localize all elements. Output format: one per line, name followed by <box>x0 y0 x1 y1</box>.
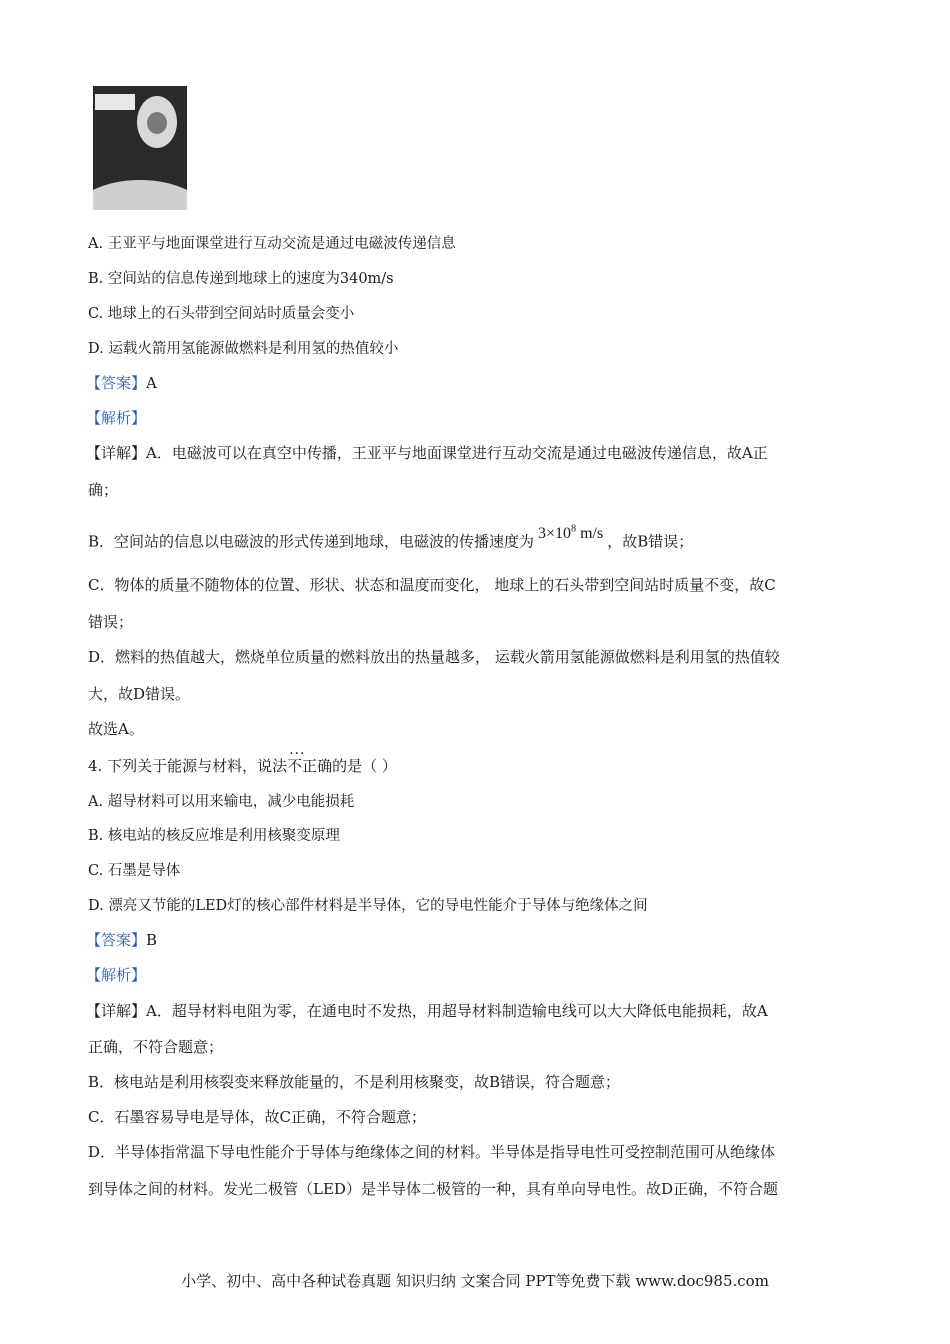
q3-option-c: C. 地球上的石头带到空间站时质量会变小 <box>88 306 355 322</box>
q3-detail-c-line2: 错误； <box>88 613 134 631</box>
q4-analysis-tag: 【解析】 <box>86 966 147 984</box>
q4-option-a: A. 超导材料可以用来输电，减少电能损耗 <box>88 794 355 810</box>
photo-earth-horizon <box>93 180 187 210</box>
q3-detail-d-line1: D．燃料的热值越大，燃烧单位质量的燃料放出的热量越多， 运载火箭用氢能源做燃料是利用氢的热值较 <box>88 648 780 666</box>
answer-value: A <box>146 374 157 392</box>
speed-formula: $3\times 10^8$ m/s <box>538 524 604 543</box>
q3-option-a: A. 王亚平与地面课堂进行互动交流是通过电磁波传递信息 <box>88 236 456 252</box>
photo-astronaut-figure <box>137 96 177 148</box>
q4-detail-a-line2: 正确，不符合题意； <box>88 1038 224 1056</box>
q4-stem: 4. 下列关于能源与材料，说法··· 不正确的是（ ） <box>88 756 397 776</box>
q3-answer <box>86 373 157 393</box>
q3-detail-d-line2: 大，故D错误。 <box>88 685 191 703</box>
q3-choice: 故选A。 <box>88 720 144 738</box>
q4-detail-a-line1: 【详解】A．超导材料电阻为零，在通电时不发热，用超导材料制造输电线可以大大降低电能损耗，故A <box>86 1002 768 1020</box>
q4-answer <box>86 930 157 950</box>
answer-tag: 【答案】 <box>86 931 147 949</box>
detail-tag: 【详解】 <box>86 1002 147 1020</box>
q3-detail-a-line1: 【详解】A．电磁波可以在真空中传播，王亚平与地面课堂进行互动交流是通过电磁波传递信息，故A正 <box>86 444 768 462</box>
photo-banner-strip <box>95 94 135 110</box>
q3-option-d: D. 运载火箭用氢能源做燃料是利用氢的热值较小 <box>88 341 399 357</box>
q4-detail-d-line2: 到导体之间的材料。发光二极管（LED）是半导体二极管的一种，具有单向导电性。故D正确，不符合题 <box>88 1180 778 1198</box>
astronaut-photo <box>93 86 187 210</box>
answer-value: B <box>146 931 158 949</box>
q3-analysis-tag: 【解析】 <box>86 409 147 427</box>
q4-detail-b: B．核电站是利用核裂变来释放能量的，不是利用核聚变，故B错误，符合题意； <box>88 1073 621 1091</box>
q3-detail-c-line1: C．物体的质量不随物体的位置、形状、状态和温度而变化， 地球上的石头带到空间站时质量不变，故C <box>88 576 776 594</box>
q3-detail-a-line2: 确； <box>88 481 119 499</box>
answer-tag: 【答案】 <box>86 374 147 392</box>
detail-tag: 【详解】 <box>86 444 147 462</box>
q4-detail-c: C．石墨容易导电是导体，故C正确，不符合题意； <box>88 1108 426 1126</box>
emphasis-dots: ··· 不正确 <box>287 756 332 776</box>
q3-detail-b: B．空间站的信息以电磁波的形式传递到地球，电磁波的传播速度为 $3\times 10^8$ m/s ，故B错误； <box>88 524 694 551</box>
q4-option-d: D. 漂亮又节能的LED灯的核心部件材料是半导体，它的导电性能介于导体与绝缘体之间 <box>88 898 648 914</box>
q4-option-b: B. 核电站的核反应堆是利用核聚变原理 <box>88 828 340 844</box>
q3-option-b: B. 空间站的信息传递到地球上的速度为340m/s <box>88 271 394 287</box>
q4-detail-d-line1: D．半导体指常温下导电性能介于导体与绝缘体之间的材料。半导体是指导电性可受控制范围可从绝缘体 <box>88 1143 776 1161</box>
q4-option-c: C. 石墨是导体 <box>88 863 181 879</box>
page-footer: 小学、初中、高中各种试卷真题 知识归纳 文案合同 PPT等免费下载 www.doc985.com <box>181 1272 769 1290</box>
